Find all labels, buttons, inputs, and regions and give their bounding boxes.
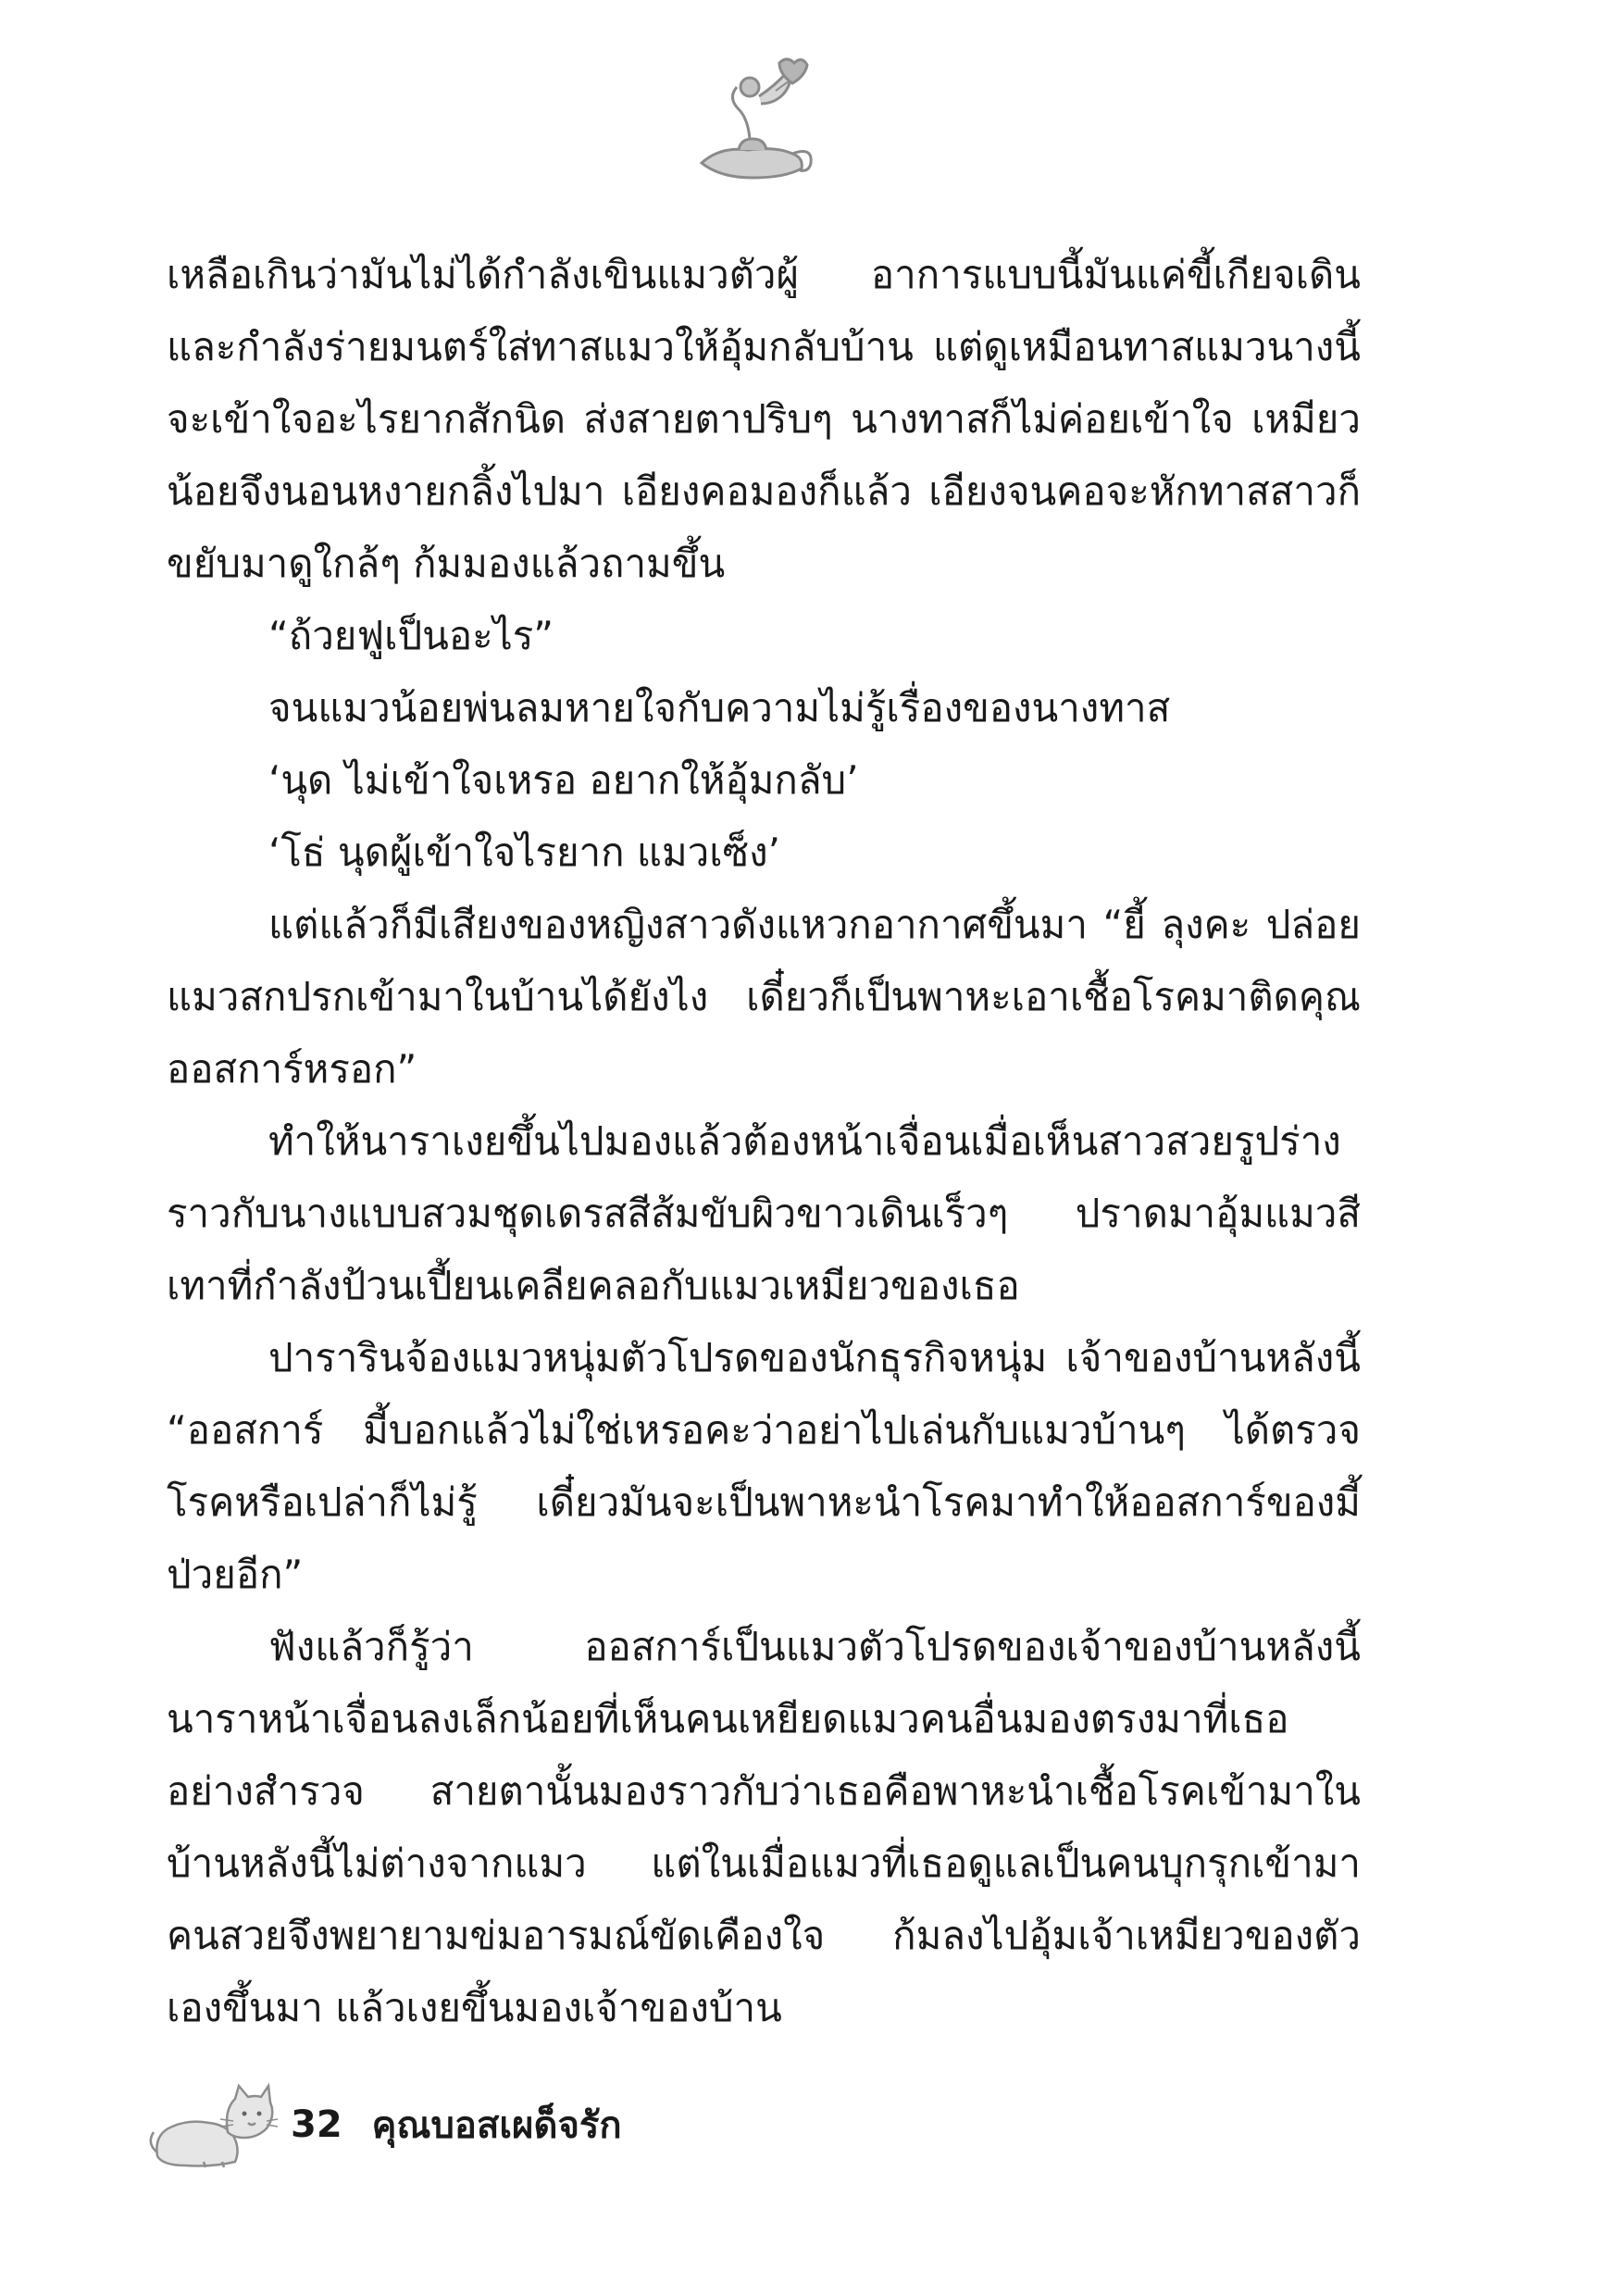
cat-icon — [148, 2078, 278, 2171]
genie-lamp-cupid-icon — [683, 54, 822, 193]
paragraph: ทำให้นาราเงยขึ้นไปมองแล้วต้องหน้าเจื่อนเมื่อเห็นสาวสวยรูปร่างราวกับนางแบบสวมชุดเดรสสีส้มขับผิวขาวเดินเร็วๆ ปราดมาอุ้มแมวสีเทาที่กำลังป้วนเปี้ยนเคลียคลอกับแมวเหมียวของเธอ — [167, 1118, 1361, 1308]
paragraph: จนแมวน้อยพ่นลมหายใจกับความไม่รู้เรื่องของนางทาส — [268, 685, 1171, 730]
paragraph: เหลือเกินว่ามันไม่ได้กำลังเขินแมวตัวผู้ อาการแบบนี้มันแค่ขี้เกียจเดิน และกำลังร่ายมนตร์ใส่ทาสแมวให้อุ้มกลับบ้าน แต่ดูเหมือนทาสแมวนางนี้จะเข้าใจอะไรยากสักนิด ส่งสายตาปริบๆ นางทาสก็ไม่ค่อยเข้าใจ เหมียวน้อยจึงนอนหงายกลิ้งไปมา เอียงคอมองก็แล้ว เอียงจนคอจะหักทาสสาวก็ขยับมาดูใกล้ๆ ก้มมองแล้วถามขึ้น — [167, 252, 1361, 586]
book-title: คุณบอสเผด็จรัก — [371, 2104, 622, 2147]
body-text — [167, 239, 1361, 2044]
paragraph: ‘นุด ไม่เข้าใจเหรอ อยากให้อุ้มกลับ’ — [268, 757, 859, 803]
paragraph: ฟังแล้วก็รู้ว่า ออสการ์เป็นแมวตัวโปรดของเจ้าของบ้านหลังนี้ นาราหน้าเจื่อนลงเล็กน้อยที่เห็นคนเหยียดแมวคนอื่นมองตรงมาที่เธออย่างสำรวจ สายตานั้นมองราวกับว่าเธอคือพาหะนำเชื้อโรคเข้ามาในบ้านหลังนี้ไม่ต่างจากแมว แต่ในเมื่อแมวที่เธอดูแลเป็นคนบุกรุกเข้ามา คนสวยจึงพยายามข่มอารมณ์ขัดเคืองใจ ก้มลงไปอุ้มเจ้าเหมียวของตัวเองขึ้นมา แล้วเงยขึ้นมองเจ้าของบ้าน — [167, 1624, 1361, 2030]
paragraph: “ถ้วยฟูเป็นอะไร” — [268, 613, 554, 658]
page-number: 32 — [291, 2103, 342, 2146]
page-footer — [148, 2074, 622, 2176]
paragraph: ‘โธ่ นุดผู้เข้าใจไรยาก แมวเซ็ง’ — [268, 830, 780, 875]
paragraph: แต่แล้วก็มีเสียงของหญิงสาวดังแหวกอากาศขึ้นมา “ยี้ ลุงคะ ปล่อยแมวสกปรกเข้ามาในบ้านได้ยังไง เดี๋ยวก็เป็นพาหะเอาเชื้อโรคมาติดคุณออสการ์หรอก” — [167, 902, 1361, 1092]
paragraph: ปารารินจ้องแมวหนุ่มตัวโปรดของนักธุรกิจหนุ่ม เจ้าของบ้านหลังนี้ “ออสการ์ มี้บอกแล้วไม่ใช่เหรอคะว่าอย่าไปเล่นกับแมวบ้านๆ ได้ตรวจโรคหรือเปล่าก็ไม่รู้ เดี๋ยวมันจะเป็นพาหะนำโรคมาทำให้ออสการ์ของมี้ป่วยอีก” — [167, 1335, 1361, 1597]
